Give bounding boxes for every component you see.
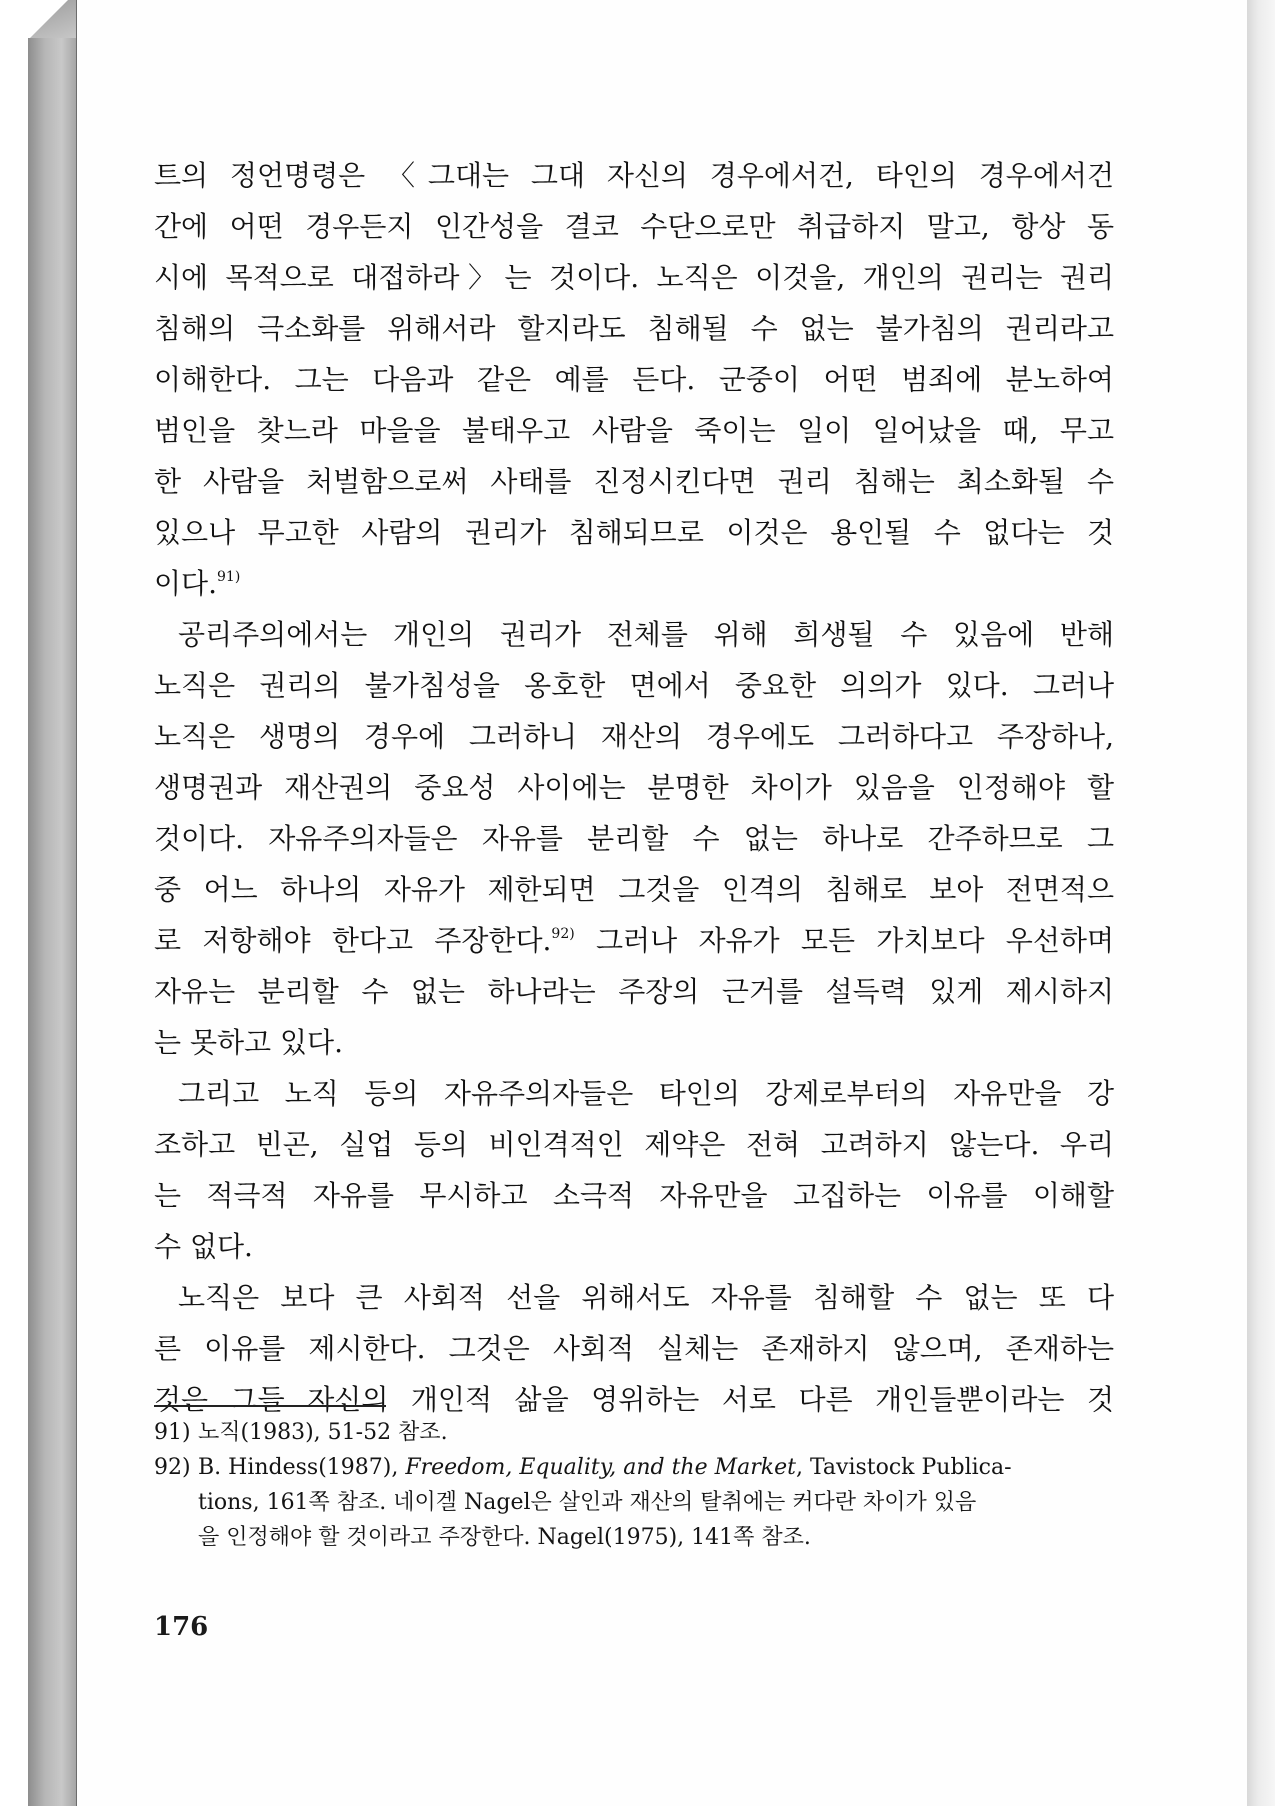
text-line: 한 사람을 처벌함으로써 사태를 진정시킨다면 권리 침해는 최소화될 수 [154, 465, 1114, 498]
text-line: 트의 정언명령은 〈그대는 그대 자신의 경우에서건, 타인의 경우에서건 [154, 159, 1114, 192]
footnote-ref-92[interactable]: 92) [551, 926, 575, 942]
footnote-divider [154, 1405, 386, 1407]
footnote-92-line: 을 인정해야 할 것이라고 주장한다. Nagel(1975), 141쪽 참조. [198, 1525, 811, 1550]
text-line: 노직은 보다 큰 사회적 선을 위해서도 자유를 침해할 수 없는 또 다 [178, 1281, 1114, 1314]
text-segment: 로 저항해야 한다고 주장한다. [154, 924, 552, 957]
book-edge-side [28, 38, 76, 1806]
text-line: 중 어느 하나의 자유가 제한되면 그것을 인격의 침해로 보아 전면적으 [154, 873, 1114, 906]
text-line [154, 558, 1114, 609]
text-segment: 그러나 자유가 모든 가치보다 우선하며 [574, 924, 1114, 957]
book-edge [28, 0, 78, 1806]
text-line: 는 못하고 있다. [154, 1026, 343, 1059]
text-line: 공리주의에서는 개인의 권리가 전체를 위해 희생될 수 있음에 반해 [178, 618, 1114, 651]
page-right-margin [1247, 0, 1275, 1806]
text-line: 노직은 권리의 불가침성을 옹호한 면에서 중요한 의의가 있다. 그러나 [154, 669, 1114, 702]
text-line: 노직은 생명의 경우에 그러하니 재산의 경우에도 그러하다고 주장하나, [154, 720, 1114, 753]
footnote-text: B. Hindess(1987), [198, 1455, 406, 1480]
footnote-92 [154, 1450, 1114, 1485]
text-line: 자유는 분리할 수 없는 하나라는 주장의 근거를 설득력 있게 제시하지 [154, 975, 1114, 1008]
text-line: 침해의 극소화를 위해서라 할지라도 침해될 수 없는 불가침의 권리라고 [154, 312, 1114, 345]
text-line: 간에 어떤 경우든지 인간성을 결코 수단으로만 취급하지 말고, 항상 동 [154, 210, 1114, 243]
footnote-text: 노직(1983), 51-52 참조. [198, 1420, 448, 1445]
book-title: Freedom, Equality, and the Market [405, 1455, 796, 1480]
text-segment: 이다. [154, 567, 217, 600]
text-line: 있으나 무고한 사람의 권리가 침해되므로 이것은 용인될 수 없다는 것 [154, 516, 1114, 549]
footnote-text: , Tavistock Publica- [795, 1455, 1012, 1480]
text-line: 수 없다. [154, 1230, 253, 1263]
text-line: 범인을 찾느라 마을을 불태우고 사람을 죽이는 일이 일어났을 때, 무고 [154, 414, 1114, 447]
footnote-91 [154, 1415, 1114, 1450]
footnotes [154, 1415, 1114, 1555]
text-line: 조하고 빈곤, 실업 등의 비인격적인 제약은 전혀 고려하지 않는다. 우리 [154, 1128, 1114, 1161]
text-line: 른 이유를 제시한다. 그것은 사회적 실체는 존재하지 않으며, 존재하는 [154, 1332, 1114, 1365]
book-edge-top [28, 0, 78, 40]
text-line: 는 적극적 자유를 무시하고 소극적 자유만을 고집하는 이유를 이해할 [154, 1179, 1114, 1212]
footnote-number: 92) [154, 1455, 191, 1480]
text-line: 시에 목적으로 대접하라〉는 것이다. 노직은 이것을, 개인의 권리는 권리 [154, 261, 1114, 294]
text-line: 것이다. 자유주의자들은 자유를 분리할 수 없는 하나로 간주하므로 그 [154, 822, 1114, 855]
text-line: 그리고 노직 등의 자유주의자들은 타인의 강제로부터의 자유만을 강 [178, 1077, 1114, 1110]
text-line: 생명권과 재산권의 중요성 사이에는 분명한 차이가 있음을 인정해야 할 [154, 771, 1114, 804]
footnote-ref-91[interactable]: 91) [217, 569, 241, 585]
body-text [154, 150, 1114, 1425]
page-number: 176 [154, 1612, 209, 1642]
footnote-92-line: tions, 161쪽 참조. 네이겔 Nagel은 살인과 재산의 탈취에는 커다란 차이가 있음 [198, 1490, 977, 1515]
text-line [154, 915, 1114, 966]
footnote-number: 91) [154, 1420, 191, 1445]
text-line: 이해한다. 그는 다음과 같은 예를 든다. 군중이 어떤 범죄에 분노하여 [154, 363, 1114, 396]
text-line: 것은 그들 자신의 개인적 삶을 영위하는 서로 다른 개인들뿐이라는 것 [154, 1383, 1114, 1416]
